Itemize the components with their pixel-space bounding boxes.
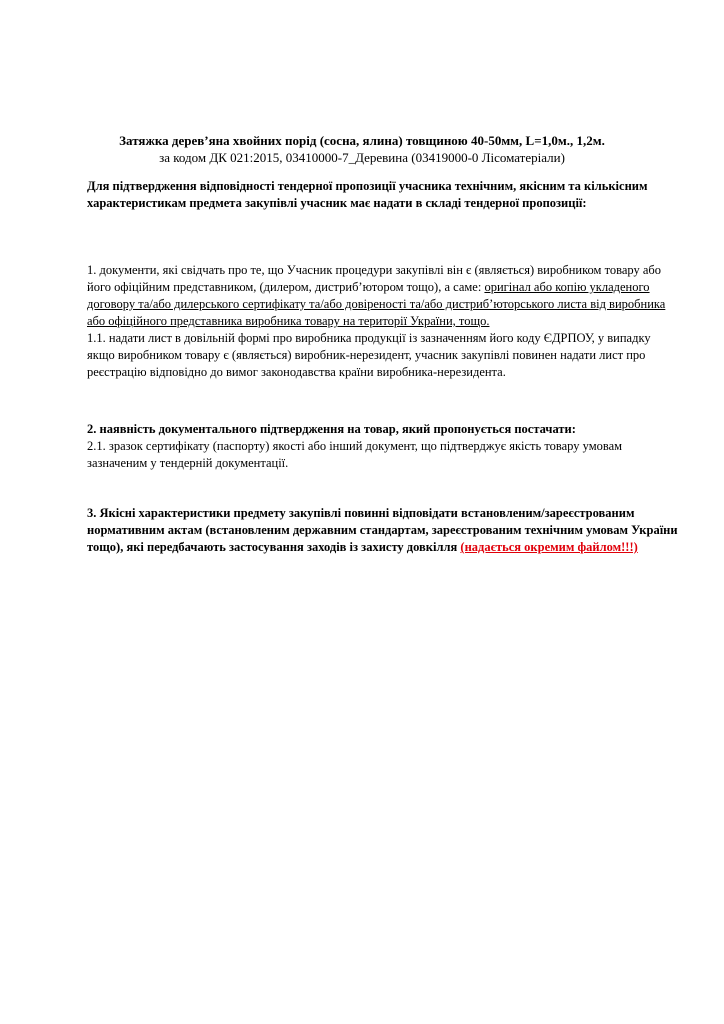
section-3-text: 3. Якісні характеристики предмету закупівлі повинні відповідати встановленим/зареєстрованим нормативним актам (встановленим державним стандартам, зареєстрованим технічним умовам України тощо), які передбачають застосування заходів із захисту довкілля (87, 506, 678, 554)
section-3-paragraph (87, 505, 679, 556)
section-2-paragraph-1: 2.1. зразок сертифікату (паспорту) якості або інший документ, що підтверджує якість товару умовам зазначеним у тендерній документації. (87, 439, 623, 470)
section-1-paragraph-1 (87, 262, 679, 330)
title-line-1: Затяжка дерев’яна хвойних порід (сосна, ялина) товщиною 40-50мм, L=1,0м., 1,2м. (119, 133, 605, 148)
section-1 (87, 262, 679, 381)
intro-paragraph: Для підтвердження відповідності тендерної пропозиції учасника технічним, якісним та кількісним характеристикам предмета закупівлі учасник має надати в складі тендерної пропозиції: (87, 179, 648, 210)
section-2-heading: 2. наявність документального підтвердження на товар, який пропонується постачати: (87, 422, 576, 436)
section-1-paragraph-2: 1.1. надати лист в довільній формі про виробника продукції із зазначенням його коду ЄДРПОУ, у випадку якщо виробником товару є (являється) виробник-нерезидент, учасник закупівлі повинен надати лист про реєстрацію відповідно до вимог законодавства країни виробника-нерезидента. (87, 331, 651, 379)
document-title (60, 132, 664, 166)
title-line-2: за кодом ДК 021:2015, 03410000-7_Деревина (03419000-0 Лісоматеріали) (159, 150, 565, 165)
section-2 (87, 421, 679, 472)
separate-file-note: (надається окремим файлом!!!) (460, 540, 638, 554)
section-3 (87, 505, 679, 556)
section-1-plain-text: 1. документи, які свідчать про те, що Учасник процедури закупівлі він є (являється) виробником товару або його офіційним представником, (дилером, дистриб’ютором тощо), а саме: (87, 263, 662, 294)
section-1-underlined-text: оригінал або копію укладеного договору та/або дилерського сертифікату та/або довіреності та/або дистриб’юторського листа від виробника або офіційного представника виробника товару на території України, тощо. (87, 280, 666, 328)
